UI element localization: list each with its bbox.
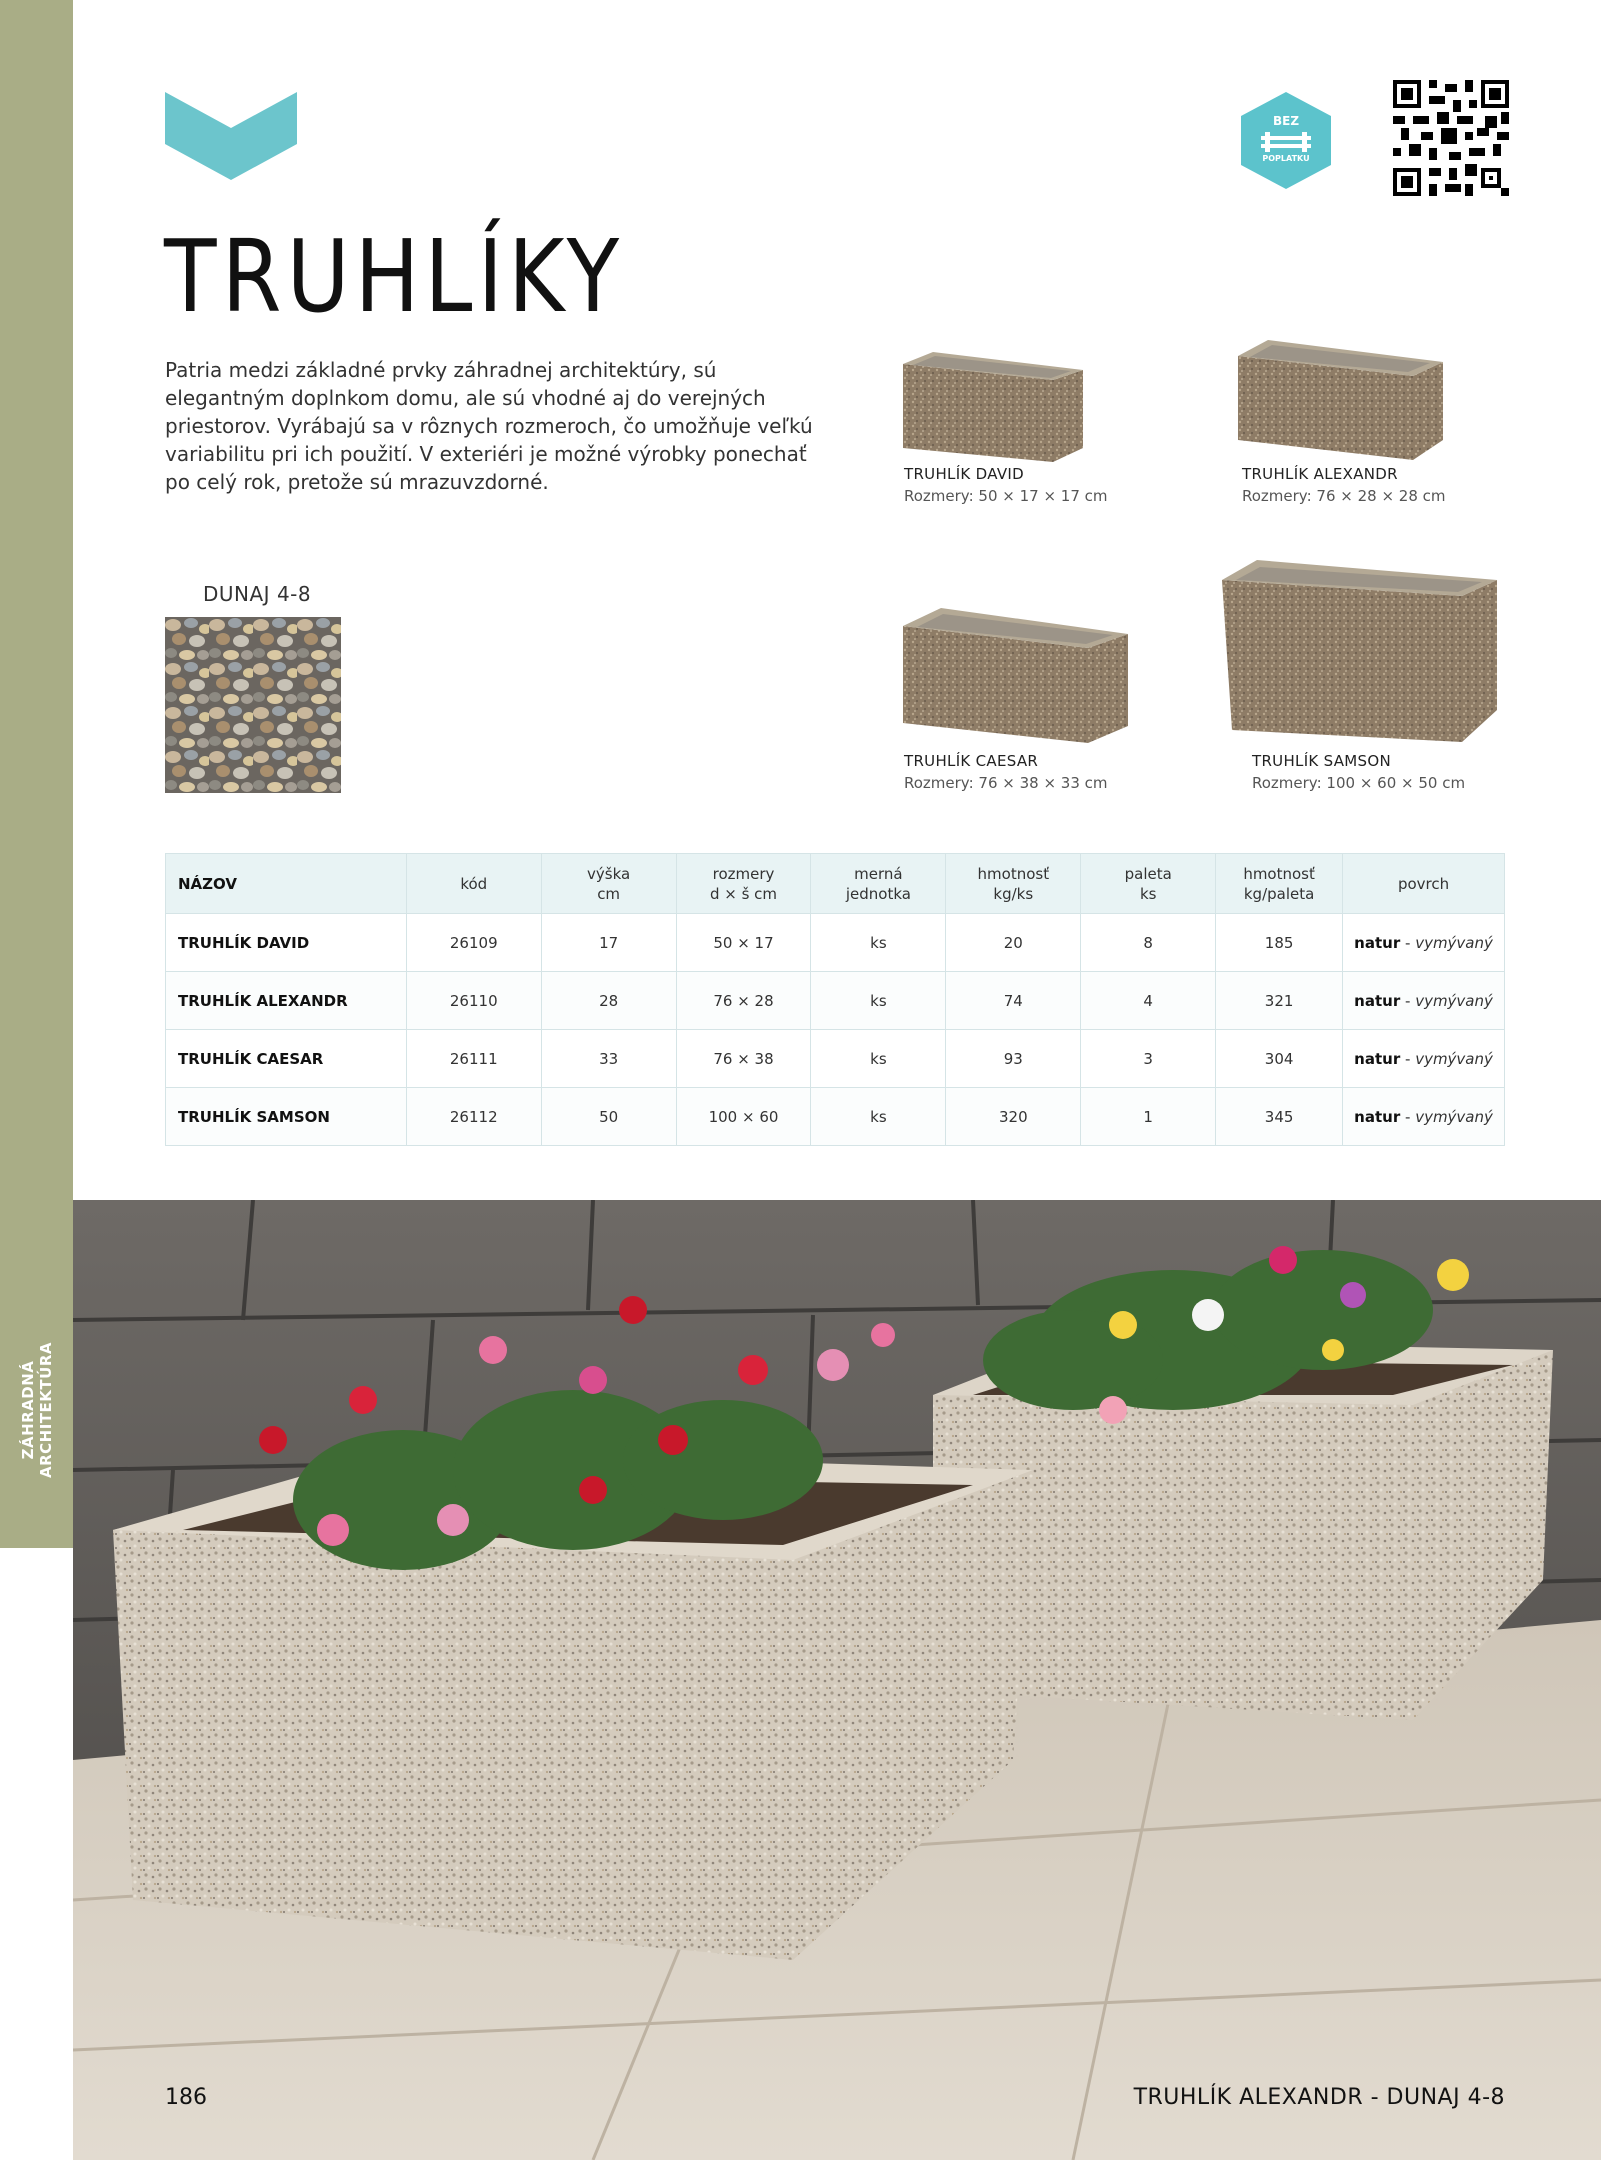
qr-code-icon (1393, 80, 1509, 196)
header-surface: povrch (1343, 854, 1505, 914)
row-surface: natur - vymývaný (1343, 1088, 1505, 1146)
row-pallet-weight: 304 (1216, 1030, 1343, 1088)
planters-photo (73, 1200, 1601, 2160)
row-code: 26112 (406, 1088, 541, 1146)
row-height: 33 (541, 1030, 676, 1088)
product-david-dims: Rozmery: 50 × 17 × 17 cm (904, 487, 1108, 505)
table-row (166, 914, 1505, 972)
row-pallet: 8 (1081, 914, 1216, 972)
table-row (166, 1088, 1505, 1146)
header-weight: hmotnosť kg/ks (946, 854, 1081, 914)
row-dims: 50 × 17 (676, 914, 811, 972)
product-david-name: TRUHLÍK DAVID (904, 465, 1024, 483)
row-unit: ks (811, 914, 946, 972)
row-name: TRUHLÍK ALEXANDR (166, 972, 407, 1030)
row-name: TRUHLÍK CAESAR (166, 1030, 407, 1088)
table-row (166, 972, 1505, 1030)
row-surface: natur - vymývaný (1343, 1030, 1505, 1088)
sidebar-section-tab (0, 1330, 73, 1490)
row-name: TRUHLÍK SAMSON (166, 1088, 407, 1146)
header-pallet-weight: hmotnosť kg/paleta (1216, 854, 1343, 914)
row-surface: natur - vymývaný (1343, 914, 1505, 972)
page-number: 186 (165, 2085, 207, 2110)
row-unit: ks (811, 972, 946, 1030)
row-unit: ks (811, 1030, 946, 1088)
sidebar-band (0, 0, 73, 1548)
product-alexandr-name: TRUHLÍK ALEXANDR (1242, 465, 1398, 483)
header-dims: rozmery d × š cm (676, 854, 811, 914)
row-code: 26110 (406, 972, 541, 1030)
row-weight: 20 (946, 914, 1081, 972)
badge-line1: BEZ (1272, 114, 1300, 128)
surface-sample-label: DUNAJ 4-8 (203, 582, 312, 606)
product-samson (1222, 560, 1497, 742)
chevron-logo-icon (165, 92, 297, 180)
header-name: NÁZOV (166, 854, 407, 914)
page-title: TRUHLÍKY (164, 218, 625, 335)
product-alexandr-dims: Rozmery: 76 × 28 × 28 cm (1242, 487, 1446, 505)
product-caesar-dims: Rozmery: 76 × 38 × 33 cm (904, 774, 1108, 792)
row-dims: 100 × 60 (676, 1088, 811, 1146)
planter-david-image (903, 352, 1083, 462)
row-height: 17 (541, 914, 676, 972)
row-pallet-weight: 345 (1216, 1088, 1343, 1146)
header-pallet: paleta ks (1081, 854, 1216, 914)
row-code: 26109 (406, 914, 541, 972)
table-header-row (166, 854, 1505, 914)
specification-table (165, 853, 1505, 1146)
photo-caption: TRUHLÍK ALEXANDR - DUNAJ 4-8 (1133, 2085, 1505, 2110)
planter-samson-image (1222, 560, 1497, 742)
row-unit: ks (811, 1088, 946, 1146)
planter-caesar-image (903, 608, 1128, 743)
row-weight: 320 (946, 1088, 1081, 1146)
row-dims: 76 × 38 (676, 1030, 811, 1088)
badge-line2: POPLATKU (1262, 154, 1310, 163)
row-weight: 93 (946, 1030, 1081, 1088)
row-pallet-weight: 185 (1216, 914, 1343, 972)
row-pallet: 1 (1081, 1088, 1216, 1146)
row-code: 26111 (406, 1030, 541, 1088)
table-row (166, 1030, 1505, 1088)
row-weight: 74 (946, 972, 1081, 1030)
row-name: TRUHLÍK DAVID (166, 914, 407, 972)
product-caesar (903, 608, 1128, 743)
row-surface: natur - vymývaný (1343, 972, 1505, 1030)
row-dims: 76 × 28 (676, 972, 811, 1030)
product-caesar-name: TRUHLÍK CAESAR (904, 752, 1039, 770)
row-height: 28 (541, 972, 676, 1030)
product-alexandr (1238, 340, 1443, 460)
product-samson-name: TRUHLÍK SAMSON (1252, 752, 1391, 770)
header-height: výška cm (541, 854, 676, 914)
sidebar-tab-label-line1: ZÁHRADNÁ (19, 1360, 37, 1460)
intro-paragraph: Patria medzi základné prvky záhradnej architektúry, sú elegantným doplnkom domu, ale sú vhodné aj do verejných priestorov. Vyrábajú sa v rôznych rozmeroch, čo umožňuje veľkú variabilitu pri ich použití. V exteriéri je možné výrobky ponechať po celý rok, pretože sú mrazuvzdorné. (165, 358, 813, 494)
gravel-surface-swatch (165, 617, 341, 793)
row-pallet: 3 (1081, 1030, 1216, 1088)
header-unit: merná jednotka (811, 854, 946, 914)
header-code: kód (406, 854, 541, 914)
product-david (903, 352, 1083, 462)
product-samson-dims: Rozmery: 100 × 60 × 50 cm (1252, 774, 1466, 792)
row-pallet: 4 (1081, 972, 1216, 1030)
no-fee-badge-icon (1241, 92, 1331, 189)
planter-alexandr-image (1238, 340, 1443, 460)
row-height: 50 (541, 1088, 676, 1146)
row-pallet-weight: 321 (1216, 972, 1343, 1030)
sidebar-tab-label-line2: ARCHITEKTÚRA (37, 1342, 55, 1478)
